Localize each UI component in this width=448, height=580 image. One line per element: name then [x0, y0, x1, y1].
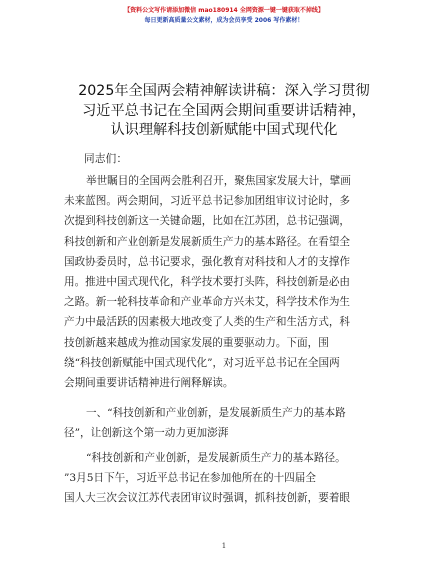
paragraph-line: 用。推进中国式现代化，科学技术要打头阵，科技创新是必由 [64, 275, 351, 288]
document-title [48, 82, 400, 141]
promo-banner [0, 6, 448, 26]
paragraph-line: “科技创新和产业创新，是发展新质生产力的基本路径。 [86, 452, 346, 464]
paragraph-line: ”3月5日下午，习近平总书记在参加他所在的十四届全 [64, 472, 316, 485]
section-1-heading [64, 403, 386, 443]
heading-line: 一、“科技创新和产业创新，是发展新质生产力的基本路 [86, 407, 346, 419]
paragraph-line: 次提到科技创新这一关键命题，比如在江苏团，总书记强调， [64, 215, 351, 228]
title-line-3: 认识理解科技创新赋能中国式现代化 [110, 122, 338, 138]
paragraph-line: 技创新越来越成为推动国家发展的重要驱动力。下面，围 [64, 336, 329, 349]
paragraph-line: 会期间重要讲话精神进行阐释解读。 [64, 376, 234, 389]
page-number: 1 [221, 542, 227, 550]
intro-paragraph [64, 171, 386, 393]
section-1-paragraph [64, 448, 386, 509]
paragraph-line: 绕“科技创新赋能中国式现代化”，对习近平总书记在全国两 [64, 356, 340, 369]
paragraph-line: 之路。新一轮科技革命和产业革命方兴未艾，科学技术作为生 [64, 296, 351, 309]
paragraph-line: 未来蓝图。两会期间，习近平总书记参加团组审议讨论时，多 [64, 195, 351, 208]
heading-line: 径”，让创新这个第一动力更加澎湃 [64, 427, 229, 440]
paragraph-line: 科技创新和产业创新是发展新质生产力的基本路径。在看望全 [64, 235, 351, 248]
promo-banner-line-1: 【资料公文写作请添加微信 mao180914 全网资源一键一键获取不掉线】 [124, 7, 324, 14]
paragraph-line: 举世瞩目的全国两会胜利召开，聚焦国家发展大计，擘画 [86, 175, 351, 187]
title-line-2: 习近平总书记在全国两会期间重要讲话精神， [82, 102, 366, 119]
paragraph-line: 国政协委员时，总书记要求，强化教育对科技和人才的支撑作 [64, 255, 351, 268]
salutation: 同志们： [84, 153, 128, 165]
paragraph-line: 产力中最活跃的因素极大地改变了人类的生产和生活方式，科 [64, 316, 351, 329]
paragraph-line: 国人大三次会议江苏代表团审议时强调，抓科技创新，要着眼 [64, 492, 351, 505]
promo-banner-line-2: 每日更新高质量公文素材，成为会员享受 2006 写作素材！ [144, 17, 304, 24]
title-line-1: 2025年全国两会精神解读讲稿：深入学习贯彻 [78, 83, 370, 99]
